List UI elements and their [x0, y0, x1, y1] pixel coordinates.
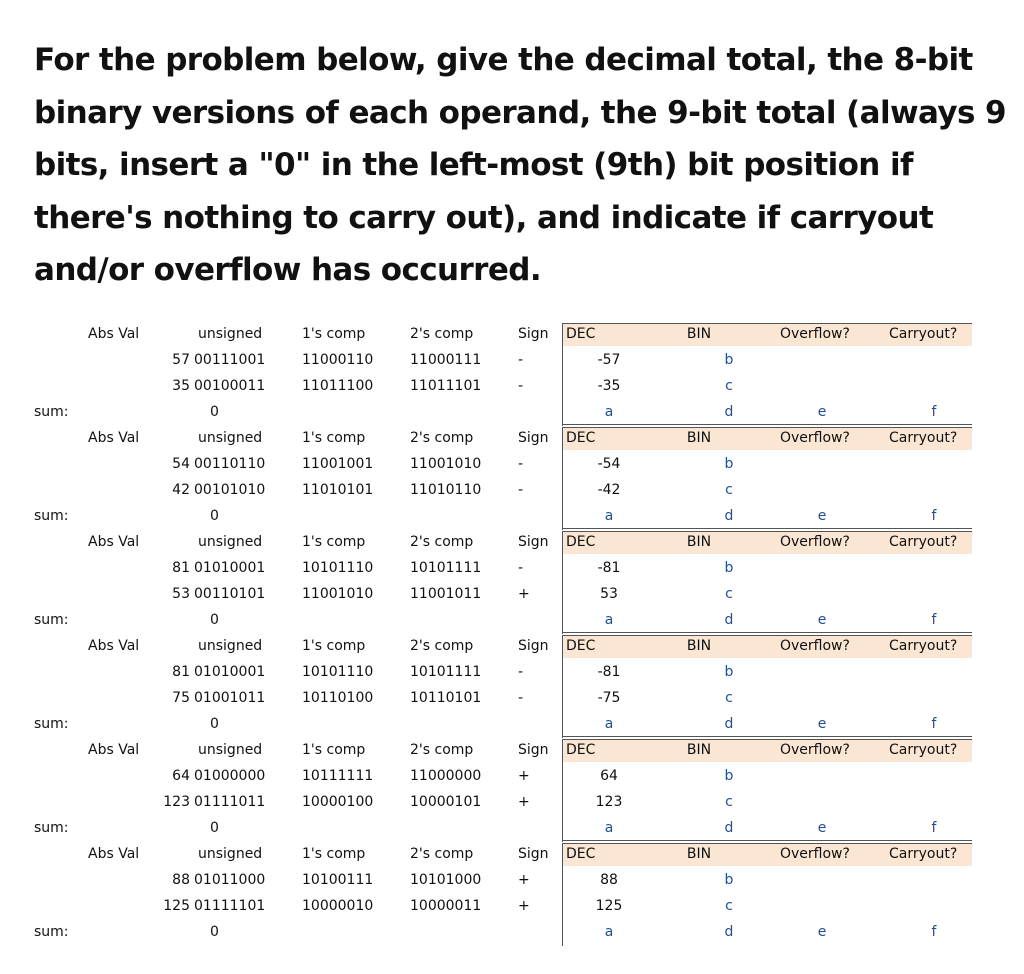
header-unsigned: unsigned	[198, 742, 263, 758]
cell-dec: -57	[597, 352, 621, 368]
cell-twos-comp: 10101111	[410, 560, 482, 576]
cell-sign: -	[518, 456, 524, 472]
header-ones-comp: 1's comp	[302, 430, 366, 446]
dec-column-rule	[562, 740, 563, 842]
cell-twos-comp: 11000111	[410, 352, 482, 368]
header-sign: Sign	[518, 326, 549, 342]
sum-label: sum:	[34, 820, 69, 836]
sum-unsigned: 0	[210, 924, 219, 940]
cell-abs-val: 42	[172, 482, 190, 498]
header-ones-comp: 1's comp	[302, 638, 366, 654]
dec-column-rule	[562, 428, 563, 530]
header-twos-comp: 2's comp	[410, 638, 474, 654]
cell-twos-comp: 10110101	[410, 690, 482, 706]
header-sign: Sign	[518, 638, 549, 654]
header-sign: Sign	[518, 742, 549, 758]
cell-sign: -	[518, 664, 524, 680]
header-overflow: Overflow?	[780, 742, 850, 758]
cell-ones-comp: 10100111	[302, 872, 374, 888]
sum-unsigned: 0	[210, 508, 219, 524]
cell-abs-val: 53	[172, 586, 190, 602]
problem-block	[34, 842, 974, 946]
sum-unsigned: 0	[210, 612, 219, 628]
header-overflow: Overflow?	[780, 326, 850, 342]
cell-bin-label: b	[724, 768, 734, 784]
cell-bin-label: b	[724, 352, 734, 368]
sum-carryout-label: f	[931, 820, 937, 836]
sum-bin-label: d	[724, 404, 734, 420]
cell-unsigned: 00111001	[194, 352, 266, 368]
header-carryout: Carryout?	[889, 430, 958, 446]
header-unsigned: unsigned	[198, 534, 263, 550]
cell-unsigned: 00101010	[194, 482, 266, 498]
sum-carryout-label: f	[931, 508, 937, 524]
cell-sign: +	[518, 794, 530, 810]
header-twos-comp: 2's comp	[410, 534, 474, 550]
cell-dec: -81	[597, 560, 621, 576]
header-ones-comp: 1's comp	[302, 742, 366, 758]
sum-overflow-label: e	[817, 716, 827, 732]
cell-ones-comp: 11001010	[302, 586, 374, 602]
header-sign: Sign	[518, 534, 549, 550]
sum-dec-label: a	[604, 820, 614, 836]
cell-unsigned: 01010001	[194, 560, 266, 576]
cell-sign: -	[518, 378, 524, 394]
header-abs-val: Abs Val	[88, 742, 140, 758]
cell-dec: 125	[595, 898, 623, 914]
cell-dec: 64	[600, 768, 618, 784]
header-abs-val: Abs Val	[88, 534, 140, 550]
header-overflow: Overflow?	[780, 534, 850, 550]
header-bin: BIN	[686, 326, 712, 342]
cell-abs-val: 81	[172, 560, 190, 576]
cell-unsigned: 01111101	[194, 898, 266, 914]
header-dec: DEC	[566, 846, 596, 862]
sum-carryout-label: f	[931, 716, 937, 732]
sum-bin-label: d	[724, 820, 734, 836]
header-bin: BIN	[686, 430, 712, 446]
cell-sign: -	[518, 560, 524, 576]
cell-abs-val: 125	[163, 898, 190, 914]
cell-bin-label: b	[724, 872, 734, 888]
cell-twos-comp: 11001011	[410, 586, 482, 602]
cell-abs-val: 35	[172, 378, 190, 394]
cell-unsigned: 01000000	[194, 768, 266, 784]
header-ones-comp: 1's comp	[302, 534, 366, 550]
sum-label: sum:	[34, 404, 69, 420]
sum-carryout-label: f	[931, 924, 937, 940]
sum-overflow-label: e	[817, 404, 827, 420]
header-abs-val: Abs Val	[88, 326, 140, 342]
cell-ones-comp: 10110100	[302, 690, 374, 706]
cell-bin-label: c	[725, 378, 733, 394]
header-bin: BIN	[686, 534, 712, 550]
cell-bin-label: c	[725, 794, 733, 810]
header-abs-val: Abs Val	[88, 638, 140, 654]
problem-prompt: For the problem below, give the decimal total, the 8-bit binary versions of each operand, the 9-bit total (always 9 bits, insert a "0" in the left-most (9th) bit position if there's nothing to carry out), and indicate if carryout and/or overflow has occurred.	[34, 42, 1006, 288]
cell-abs-val: 123	[163, 794, 190, 810]
sum-carryout-label: f	[931, 404, 937, 420]
header-twos-comp: 2's comp	[410, 326, 474, 342]
cell-ones-comp: 11010101	[302, 482, 374, 498]
header-sign: Sign	[518, 846, 549, 862]
sum-overflow-label: e	[817, 612, 827, 628]
cell-dec: -42	[597, 482, 621, 498]
header-abs-val: Abs Val	[88, 846, 140, 862]
dec-column-rule	[562, 636, 563, 738]
cell-sign: -	[518, 690, 524, 706]
cell-unsigned: 01010001	[194, 664, 266, 680]
sum-rule	[562, 840, 972, 841]
cell-ones-comp: 10101110	[302, 560, 374, 576]
sum-label: sum:	[34, 612, 69, 628]
header-carryout: Carryout?	[889, 846, 958, 862]
sum-rule	[562, 632, 972, 633]
header-overflow: Overflow?	[780, 846, 850, 862]
header-ones-comp: 1's comp	[302, 846, 366, 862]
header-unsigned: unsigned	[198, 846, 263, 862]
header-twos-comp: 2's comp	[410, 742, 474, 758]
cell-ones-comp: 10000010	[302, 898, 374, 914]
problem-block	[34, 426, 974, 530]
sum-dec-label: a	[604, 612, 614, 628]
header-abs-val: Abs Val	[88, 430, 140, 446]
sum-label: sum:	[34, 508, 69, 524]
dec-column-rule	[562, 532, 563, 634]
header-dec: DEC	[566, 742, 596, 758]
header-carryout: Carryout?	[889, 638, 958, 654]
header-dec: DEC	[566, 534, 596, 550]
sum-overflow-label: e	[817, 508, 827, 524]
problem-block	[34, 634, 974, 738]
sum-label: sum:	[34, 716, 69, 732]
header-unsigned: unsigned	[198, 326, 263, 342]
problem-block	[34, 738, 974, 842]
problem-block	[34, 530, 974, 634]
cell-dec: -54	[597, 456, 621, 472]
header-twos-comp: 2's comp	[410, 846, 474, 862]
header-twos-comp: 2's comp	[410, 430, 474, 446]
sum-carryout-label: f	[931, 612, 937, 628]
cell-sign: -	[518, 352, 524, 368]
cell-ones-comp: 10101110	[302, 664, 374, 680]
cell-sign: +	[518, 586, 530, 602]
cell-abs-val: 54	[172, 456, 190, 472]
sum-overflow-label: e	[817, 820, 827, 836]
cell-ones-comp: 11001001	[302, 456, 374, 472]
cell-unsigned: 00110110	[194, 456, 266, 472]
problem-block	[34, 322, 974, 426]
sum-overflow-label: e	[817, 924, 827, 940]
sum-label: sum:	[34, 924, 69, 940]
cell-unsigned: 00110101	[194, 586, 266, 602]
cell-sign: +	[518, 768, 530, 784]
sum-unsigned: 0	[210, 820, 219, 836]
cell-twos-comp: 10101111	[410, 664, 482, 680]
cell-unsigned: 01111011	[194, 794, 266, 810]
cell-bin-label: c	[725, 586, 733, 602]
cell-dec: -75	[597, 690, 621, 706]
cell-twos-comp: 11010110	[410, 482, 482, 498]
cell-abs-val: 81	[172, 664, 190, 680]
dec-column-rule	[562, 324, 563, 426]
header-dec: DEC	[566, 430, 596, 446]
cell-ones-comp: 11000110	[302, 352, 374, 368]
cell-twos-comp: 11000000	[410, 768, 482, 784]
cell-sign: +	[518, 872, 530, 888]
header-dec: DEC	[566, 326, 596, 342]
cell-bin-label: b	[724, 664, 734, 680]
cell-ones-comp: 10000100	[302, 794, 374, 810]
header-ones-comp: 1's comp	[302, 326, 366, 342]
cell-unsigned: 01011000	[194, 872, 266, 888]
header-unsigned: unsigned	[198, 430, 263, 446]
cell-dec: -35	[597, 378, 621, 394]
cell-bin-label: b	[724, 560, 734, 576]
cell-ones-comp: 11011100	[302, 378, 374, 394]
cell-ones-comp: 10111111	[302, 768, 374, 784]
cell-sign: -	[518, 482, 524, 498]
cell-unsigned: 00100011	[194, 378, 266, 394]
sum-bin-label: d	[724, 612, 734, 628]
cell-bin-label: c	[725, 898, 733, 914]
cell-dec: 53	[600, 586, 618, 602]
header-bin: BIN	[686, 846, 712, 862]
cell-twos-comp: 10000011	[410, 898, 482, 914]
sum-dec-label: a	[604, 508, 614, 524]
sum-rule	[562, 424, 972, 425]
cell-sign: +	[518, 898, 530, 914]
header-carryout: Carryout?	[889, 326, 958, 342]
header-unsigned: unsigned	[198, 638, 263, 654]
sum-unsigned: 0	[210, 404, 219, 420]
header-dec: DEC	[566, 638, 596, 654]
sum-bin-label: d	[724, 924, 734, 940]
sum-bin-label: d	[724, 716, 734, 732]
sum-dec-label: a	[604, 716, 614, 732]
cell-abs-val: 57	[172, 352, 190, 368]
cell-twos-comp: 11011101	[410, 378, 482, 394]
header-carryout: Carryout?	[889, 534, 958, 550]
sum-dec-label: a	[604, 404, 614, 420]
header-carryout: Carryout?	[889, 742, 958, 758]
sum-bin-label: d	[724, 508, 734, 524]
cell-dec: -81	[597, 664, 621, 680]
sum-unsigned: 0	[210, 716, 219, 732]
dec-column-rule	[562, 844, 563, 946]
cell-twos-comp: 10101000	[410, 872, 482, 888]
cell-bin-label: b	[724, 456, 734, 472]
header-overflow: Overflow?	[780, 638, 850, 654]
header-overflow: Overflow?	[780, 430, 850, 446]
sum-rule	[562, 736, 972, 737]
sum-rule	[562, 528, 972, 529]
cell-unsigned: 01001011	[194, 690, 266, 706]
cell-twos-comp: 10000101	[410, 794, 482, 810]
cell-abs-val: 75	[172, 690, 190, 706]
cell-dec: 123	[595, 794, 623, 810]
sum-dec-label: a	[604, 924, 614, 940]
spreadsheet-table	[34, 322, 974, 946]
cell-bin-label: c	[725, 482, 733, 498]
cell-twos-comp: 11001010	[410, 456, 482, 472]
cell-dec: 88	[600, 872, 618, 888]
cell-abs-val: 64	[172, 768, 190, 784]
header-sign: Sign	[518, 430, 549, 446]
cell-bin-label: c	[725, 690, 733, 706]
header-bin: BIN	[686, 742, 712, 758]
cell-abs-val: 88	[172, 872, 190, 888]
header-bin: BIN	[686, 638, 712, 654]
